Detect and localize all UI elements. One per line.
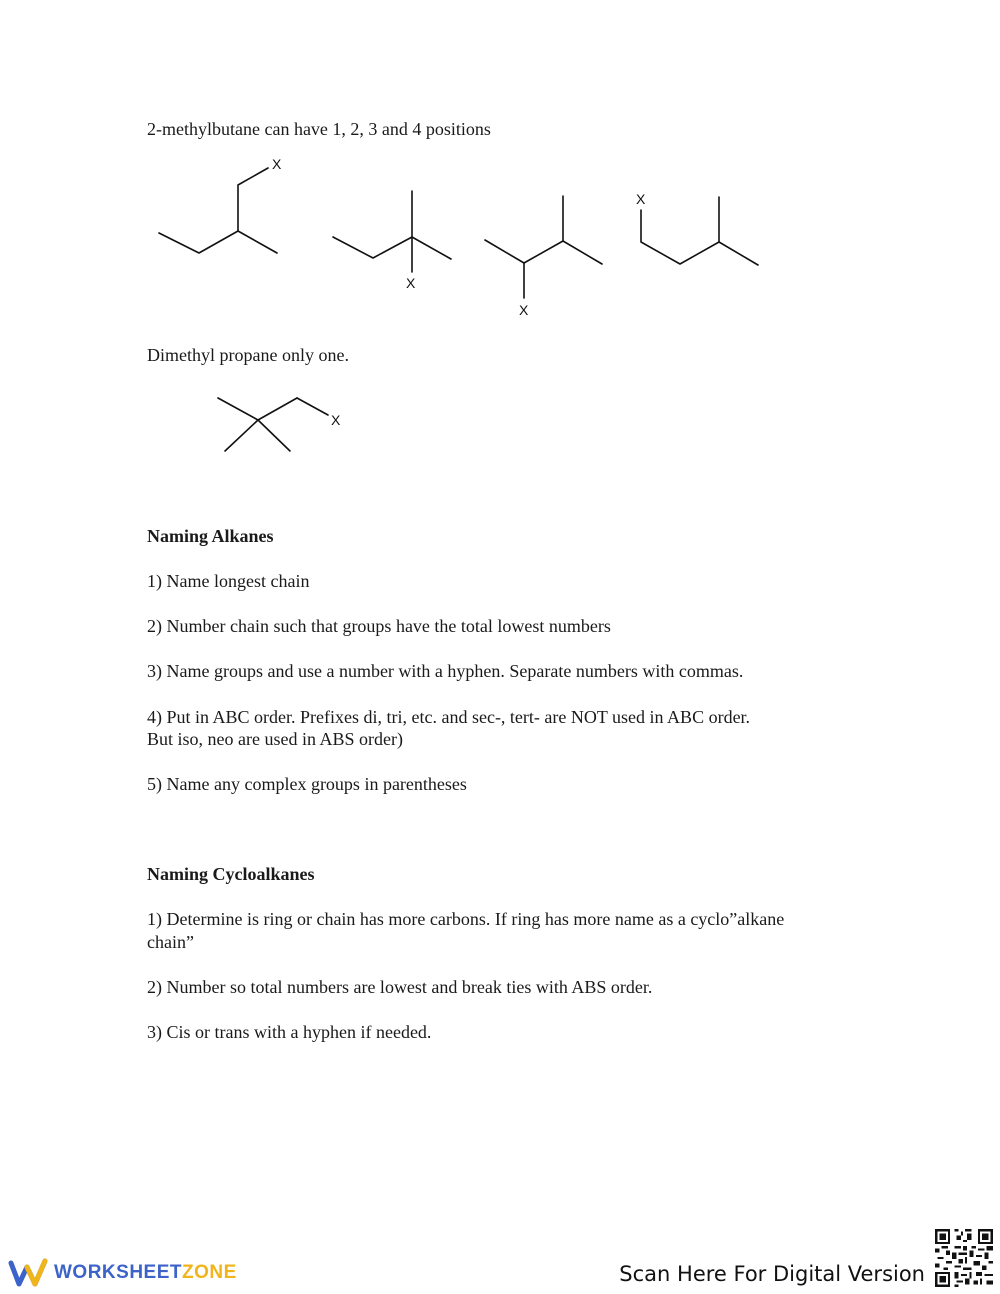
alkane-rule-4-continued: But iso, neo are used in ABS order) xyxy=(147,729,403,749)
dimethylpropane-caption: Dimethyl propane only one. xyxy=(147,345,349,365)
dimethylpropane-structure xyxy=(0,380,400,470)
alkane-rule-4: 4) Put in ABC order. Prefixes di, tri, etc. and sec-, tert- are NOT used in ABC order. xyxy=(147,707,751,727)
naming-alkanes-heading: Naming Alkanes xyxy=(147,526,274,546)
logo-text-zone: ZONE xyxy=(182,1262,237,1283)
cycloalkane-rule-3: 3) Cis or trans with a hyphen if needed. xyxy=(147,1022,432,1042)
naming-cycloalkanes-heading: Naming Cycloalkanes xyxy=(147,864,315,884)
structure-2-position xyxy=(333,191,451,291)
cycloalkane-rule-1: 1) Determine is ring or chain has more carbons. If ring has more name as a cyclo”alkane xyxy=(147,909,785,929)
logo-w-icon xyxy=(8,1258,48,1288)
structure-1-position xyxy=(159,156,282,253)
logo-wordmark xyxy=(54,1262,237,1284)
cycloalkane-rule-1-continued: chain” xyxy=(147,932,194,952)
worksheetzone-logo[interactable] xyxy=(8,1258,237,1288)
scan-instruction: Scan Here For Digital Version xyxy=(619,1262,925,1286)
alkane-rule-3: 3) Name groups and use a number with a hyphen. Separate numbers with commas. xyxy=(147,661,744,681)
substituent-x-label: X xyxy=(636,191,646,207)
alkane-rule-5: 5) Name any complex groups in parentheses xyxy=(147,774,467,794)
substituent-x-label: X xyxy=(406,275,416,291)
substituent-x-label: X xyxy=(272,156,282,172)
substituent-x-label: X xyxy=(331,412,341,428)
qr-code-icon[interactable] xyxy=(933,1227,995,1289)
methylbutane-structures xyxy=(0,0,1000,340)
cycloalkane-rule-2: 2) Number so total numbers are lowest and break ties with ABS order. xyxy=(147,977,653,997)
structure-3-position xyxy=(485,196,602,318)
alkane-rule-1: 1) Name longest chain xyxy=(147,571,310,591)
methylbutane-caption: 2-methylbutane can have 1, 2, 3 and 4 positions xyxy=(147,119,491,139)
logo-text-worksheet: WORKSHEET xyxy=(54,1262,182,1283)
structure-4-position xyxy=(636,191,758,265)
substituent-x-label: X xyxy=(519,302,529,318)
alkane-rule-2: 2) Number chain such that groups have the total lowest numbers xyxy=(147,616,611,636)
